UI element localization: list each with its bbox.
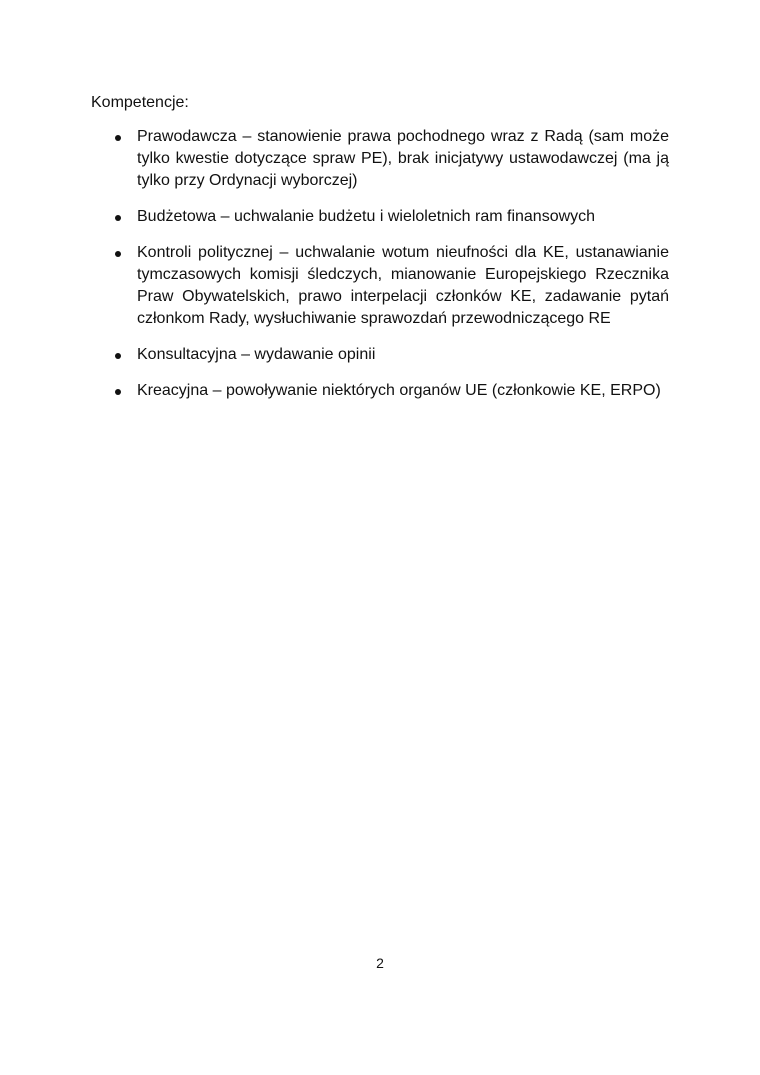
bullet-icon — [115, 389, 121, 395]
list-item — [91, 344, 669, 366]
section-heading: Kompetencje: — [91, 94, 189, 111]
bullet-icon — [115, 251, 121, 257]
list-item — [91, 126, 669, 192]
list-item — [91, 206, 669, 228]
list-item-text: Budżetowa – uchwalanie budżetu i wieloletnich ram finansowych — [137, 208, 596, 225]
bullet-icon — [115, 215, 121, 221]
list-item-text: Kontroli politycznej – uchwalanie wotum nieufności dla KE, ustanawianie tymczasowych komisji śledczych, mianowanie Europejskiego Rzecznika Praw Obywatelskich, prawo interpelacji członków KE, zadawanie pytań członkom Rady, wysłuchiwanie sprawozdań przewodniczącego RE — [137, 244, 669, 327]
bullet-icon — [115, 353, 121, 359]
bullet-icon — [115, 135, 121, 141]
list-item — [91, 380, 669, 402]
list-item — [91, 242, 669, 330]
list-item-text: Prawodawcza – stanowienie prawa pochodnego wraz z Radą (sam może tylko kwestie dotyczące spraw PE), brak inicjatywy ustawodawczej (ma ją tylko przy Ordynacji wyborczej) — [137, 128, 669, 189]
list-item-text: Kreacyjna – powoływanie niektórych organów UE (członkowie KE, ERPO) — [137, 382, 661, 399]
competences-list — [91, 126, 669, 416]
list-item-text: Konsultacyjna – wydawanie opinii — [137, 346, 376, 363]
page-number: 2 — [376, 955, 384, 971]
